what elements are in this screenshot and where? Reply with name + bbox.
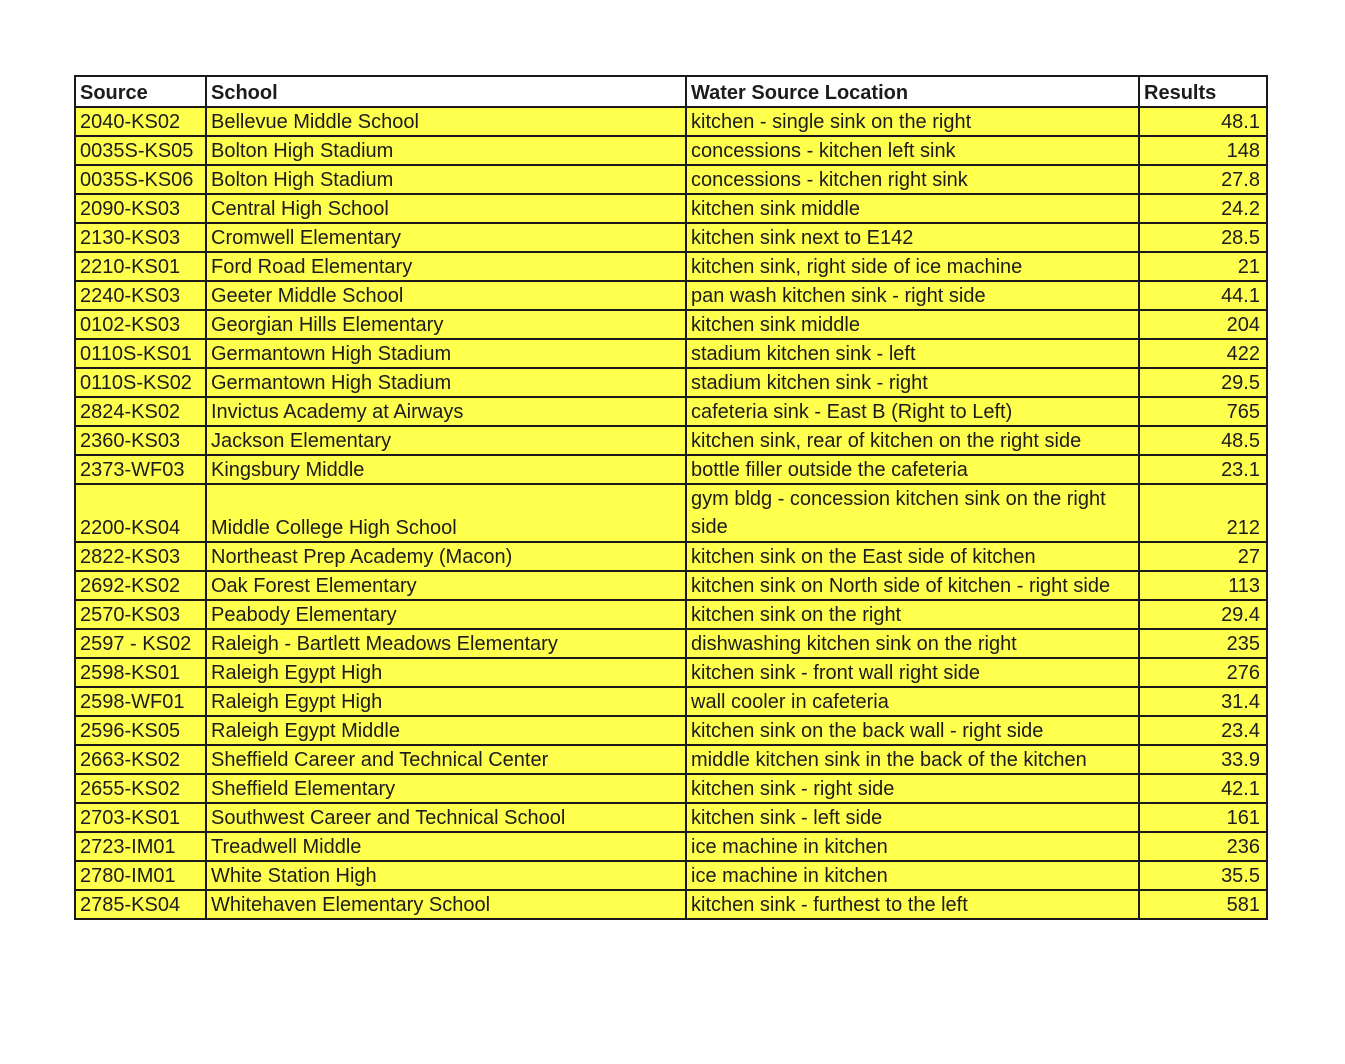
- source-cell: 2598-WF01: [75, 687, 206, 716]
- location-cell: kitchen sink middle: [686, 310, 1139, 339]
- table-row: [75, 484, 1267, 542]
- result-cell: 23.1: [1139, 455, 1267, 484]
- school-cell: Treadwell Middle: [206, 832, 686, 861]
- school-cell: Germantown High Stadium: [206, 368, 686, 397]
- header-results: Results: [1139, 76, 1267, 107]
- location-cell: kitchen sink - furthest to the left: [686, 890, 1139, 919]
- source-cell: 2703-KS01: [75, 803, 206, 832]
- source-cell: 2360-KS03: [75, 426, 206, 455]
- school-cell: Geeter Middle School: [206, 281, 686, 310]
- source-cell: 2785-KS04: [75, 890, 206, 919]
- result-cell: 212: [1139, 484, 1267, 542]
- result-cell: 28.5: [1139, 223, 1267, 252]
- table-row: [75, 629, 1267, 658]
- school-cell: Germantown High Stadium: [206, 339, 686, 368]
- location-cell: stadium kitchen sink - left: [686, 339, 1139, 368]
- table-row: [75, 397, 1267, 426]
- table-row: [75, 658, 1267, 687]
- source-cell: 2090-KS03: [75, 194, 206, 223]
- table-row: [75, 571, 1267, 600]
- school-cell: White Station High: [206, 861, 686, 890]
- location-cell: cafeteria sink - East B (Right to Left): [686, 397, 1139, 426]
- result-cell: 24.2: [1139, 194, 1267, 223]
- school-cell: Bolton High Stadium: [206, 165, 686, 194]
- result-cell: 35.5: [1139, 861, 1267, 890]
- location-cell: gym bldg - concession kitchen sink on the right side: [686, 484, 1139, 542]
- school-cell: Invictus Academy at Airways: [206, 397, 686, 426]
- school-cell: Northeast Prep Academy (Macon): [206, 542, 686, 571]
- header-water-source-location: Water Source Location: [686, 76, 1139, 107]
- location-cell: kitchen sink on the East side of kitchen: [686, 542, 1139, 571]
- table-row: [75, 600, 1267, 629]
- source-cell: 2723-IM01: [75, 832, 206, 861]
- location-cell: dishwashing kitchen sink on the right: [686, 629, 1139, 658]
- location-cell: bottle filler outside the cafeteria: [686, 455, 1139, 484]
- result-cell: 204: [1139, 310, 1267, 339]
- source-cell: 2663-KS02: [75, 745, 206, 774]
- source-cell: 0102-KS03: [75, 310, 206, 339]
- source-cell: 2210-KS01: [75, 252, 206, 281]
- table-row: [75, 745, 1267, 774]
- table-row: [75, 832, 1267, 861]
- school-cell: Bellevue Middle School: [206, 107, 686, 136]
- result-cell: 23.4: [1139, 716, 1267, 745]
- school-cell: Whitehaven Elementary School: [206, 890, 686, 919]
- source-cell: 2596-KS05: [75, 716, 206, 745]
- source-cell: 2240-KS03: [75, 281, 206, 310]
- result-cell: 27.8: [1139, 165, 1267, 194]
- source-cell: 2130-KS03: [75, 223, 206, 252]
- location-cell: kitchen sink - front wall right side: [686, 658, 1139, 687]
- result-cell: 29.4: [1139, 600, 1267, 629]
- school-cell: Jackson Elementary: [206, 426, 686, 455]
- school-cell: Sheffield Elementary: [206, 774, 686, 803]
- source-cell: 2570-KS03: [75, 600, 206, 629]
- school-cell: Southwest Career and Technical School: [206, 803, 686, 832]
- source-cell: 2598-KS01: [75, 658, 206, 687]
- source-cell: 2373-WF03: [75, 455, 206, 484]
- location-cell: kitchen sink, right side of ice machine: [686, 252, 1139, 281]
- result-cell: 31.4: [1139, 687, 1267, 716]
- result-cell: 581: [1139, 890, 1267, 919]
- school-cell: Middle College High School: [206, 484, 686, 542]
- source-cell: 2824-KS02: [75, 397, 206, 426]
- table-body: [75, 107, 1267, 919]
- table-row: [75, 716, 1267, 745]
- table-row: [75, 107, 1267, 136]
- table-row: [75, 165, 1267, 194]
- location-cell: kitchen sink middle: [686, 194, 1139, 223]
- source-cell: 2780-IM01: [75, 861, 206, 890]
- location-cell: kitchen sink next to E142: [686, 223, 1139, 252]
- table-row: [75, 136, 1267, 165]
- location-cell: concessions - kitchen right sink: [686, 165, 1139, 194]
- result-cell: 148: [1139, 136, 1267, 165]
- source-cell: 2655-KS02: [75, 774, 206, 803]
- result-cell: 235: [1139, 629, 1267, 658]
- table-row: [75, 310, 1267, 339]
- result-cell: 765: [1139, 397, 1267, 426]
- school-cell: Raleigh Egypt Middle: [206, 716, 686, 745]
- result-cell: 27: [1139, 542, 1267, 571]
- school-cell: Raleigh Egypt High: [206, 687, 686, 716]
- school-cell: Ford Road Elementary: [206, 252, 686, 281]
- location-cell: wall cooler in cafeteria: [686, 687, 1139, 716]
- result-cell: 161: [1139, 803, 1267, 832]
- location-cell: kitchen sink, rear of kitchen on the right side: [686, 426, 1139, 455]
- school-cell: Georgian Hills Elementary: [206, 310, 686, 339]
- source-cell: 2822-KS03: [75, 542, 206, 571]
- source-cell: 2597 - KS02: [75, 629, 206, 658]
- location-cell: ice machine in kitchen: [686, 832, 1139, 861]
- location-cell: ice machine in kitchen: [686, 861, 1139, 890]
- source-cell: 0110S-KS02: [75, 368, 206, 397]
- table-row: [75, 252, 1267, 281]
- table-row: [75, 890, 1267, 919]
- result-cell: 422: [1139, 339, 1267, 368]
- location-cell: kitchen sink - left side: [686, 803, 1139, 832]
- location-cell: kitchen sink on the back wall - right side: [686, 716, 1139, 745]
- table-row: [75, 687, 1267, 716]
- result-cell: 48.5: [1139, 426, 1267, 455]
- source-cell: 0035S-KS06: [75, 165, 206, 194]
- table-row: [75, 774, 1267, 803]
- location-cell: concessions - kitchen left sink: [686, 136, 1139, 165]
- result-cell: 21: [1139, 252, 1267, 281]
- result-cell: 236: [1139, 832, 1267, 861]
- table-row: [75, 542, 1267, 571]
- source-cell: 0110S-KS01: [75, 339, 206, 368]
- water-results-table: [74, 75, 1268, 920]
- result-cell: 276: [1139, 658, 1267, 687]
- school-cell: Peabody Elementary: [206, 600, 686, 629]
- result-cell: 44.1: [1139, 281, 1267, 310]
- school-cell: Raleigh Egypt High: [206, 658, 686, 687]
- header-school: School: [206, 76, 686, 107]
- result-cell: 113: [1139, 571, 1267, 600]
- table-row: [75, 455, 1267, 484]
- location-cell: stadium kitchen sink - right: [686, 368, 1139, 397]
- table-row: [75, 339, 1267, 368]
- location-cell: pan wash kitchen sink - right side: [686, 281, 1139, 310]
- school-cell: Raleigh - Bartlett Meadows Elementary: [206, 629, 686, 658]
- table-row: [75, 194, 1267, 223]
- school-cell: Oak Forest Elementary: [206, 571, 686, 600]
- header-row: [75, 76, 1267, 107]
- location-cell: middle kitchen sink in the back of the kitchen: [686, 745, 1139, 774]
- header-source: Source: [75, 76, 206, 107]
- school-cell: Kingsbury Middle: [206, 455, 686, 484]
- result-cell: 42.1: [1139, 774, 1267, 803]
- table-row: [75, 281, 1267, 310]
- source-cell: 0035S-KS05: [75, 136, 206, 165]
- location-cell: kitchen sink on North side of kitchen - right side: [686, 571, 1139, 600]
- source-cell: 2692-KS02: [75, 571, 206, 600]
- table-row: [75, 861, 1267, 890]
- table-row: [75, 223, 1267, 252]
- location-cell: kitchen sink on the right: [686, 600, 1139, 629]
- table-row: [75, 368, 1267, 397]
- location-cell: kitchen sink - right side: [686, 774, 1139, 803]
- source-cell: 2040-KS02: [75, 107, 206, 136]
- table-row: [75, 426, 1267, 455]
- table-row: [75, 803, 1267, 832]
- school-cell: Central High School: [206, 194, 686, 223]
- result-cell: 33.9: [1139, 745, 1267, 774]
- result-cell: 29.5: [1139, 368, 1267, 397]
- school-cell: Bolton High Stadium: [206, 136, 686, 165]
- result-cell: 48.1: [1139, 107, 1267, 136]
- school-cell: Sheffield Career and Technical Center: [206, 745, 686, 774]
- source-cell: 2200-KS04: [75, 484, 206, 542]
- school-cell: Cromwell Elementary: [206, 223, 686, 252]
- location-cell: kitchen - single sink on the right: [686, 107, 1139, 136]
